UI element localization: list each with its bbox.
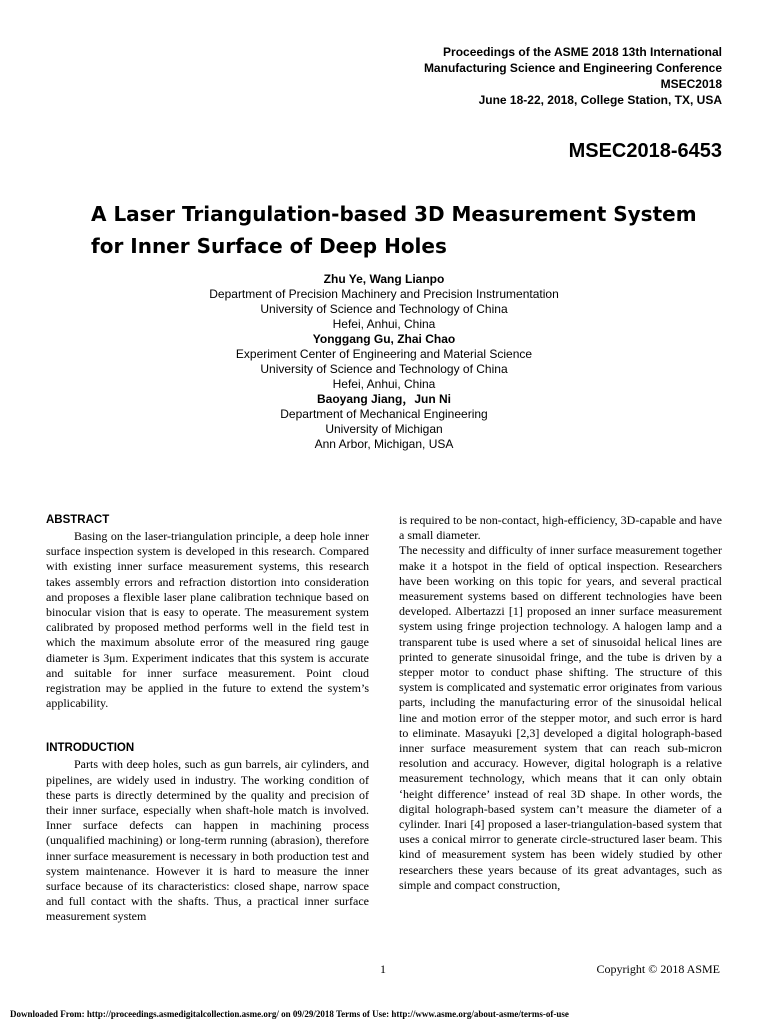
affiliation-line: University of Michigan <box>325 422 443 436</box>
conference-line: Proceedings of the ASME 2018 13th International <box>443 45 722 59</box>
author-group <box>0 332 768 392</box>
affiliation-line: Experiment Center of Engineering and Material Science <box>235 347 533 361</box>
conference-header <box>302 44 722 108</box>
conference-line: MSEC2018 <box>660 77 722 91</box>
author-group <box>0 272 768 332</box>
author-group <box>0 392 768 452</box>
abstract-text: Basing on the laser-triangulation principle, a deep hole inner surface inspection system is developed in this research. Compared with existing inner surface measurement systems, this research takes assembly errors and refraction distortion into consideration and proposes a flexible laser plane calibration technique based on binocular vision that is easy to operate. The measurement system calibrated by proposed method performs well in the field test in which the maximum absolute error of the measured ring gauge diameter is 3μm. Experiment indicates that this system is accurate and suitable for inner surface measurement. Point cloud registration may be applied in the future to extend the system’s applicability. <box>46 529 369 711</box>
paper-title: A Laser Triangulation-based 3D Measurement System for Inner Surface of Deep Holes <box>91 202 697 258</box>
conference-line: Manufacturing Science and Engineering Conference <box>423 61 722 75</box>
affiliation-line: Department of Mechanical Engineering <box>280 407 488 421</box>
conference-line: June 18-22, 2018, College Station, TX, USA <box>478 93 722 107</box>
copyright-notice: Copyright © 2018 ASME <box>596 962 720 976</box>
author-names: Yonggang Gu, Zhai Chao <box>312 332 456 346</box>
page-number: 1 <box>380 962 386 976</box>
right-column <box>399 513 722 893</box>
affiliation-line: Hefei, Anhui, China <box>332 377 436 391</box>
affiliation-line: Hefei, Anhui, China <box>332 317 436 331</box>
author-names: Baoyang Jiang，Jun Ni <box>316 392 452 406</box>
author-block <box>0 272 768 452</box>
affiliation-line: Department of Precision Machinery and Precision Instrumentation <box>209 287 559 301</box>
affiliation-line: University of Science and Technology of China <box>260 362 508 376</box>
introduction-paragraph-continued: is required to be non-contact, high-efficiency, 3D-capable and have a small diameter. <box>399 513 722 543</box>
affiliation-line: University of Science and Technology of China <box>260 302 508 316</box>
download-notice: Downloaded From: http://proceedings.asmedigitalcollection.asme.org/ on 09/29/2018 Terms of Use: http://www.asme.org/about-asme/terms-of-use <box>10 1009 569 1019</box>
left-column <box>46 513 369 925</box>
affiliation-line: Ann Arbor, Michigan, USA <box>314 437 454 451</box>
abstract-heading: ABSTRACT <box>46 514 110 526</box>
introduction-heading: INTRODUCTION <box>46 742 135 755</box>
paper-id: MSEC2018-6453 <box>568 140 722 162</box>
introduction-paragraph: The necessity and difficulty of inner surface measurement together make it a hotspot in the field of optical inspection. Researchers have been working on this topic for years, and several practical measurement systems based on different technologies have been developed. Albertazzi [1] proposed an inner surface measurement system using fringe projection technology. A halogen lamp and a transparent tube is used where a set of sinusoidal helical lines are printed to generate sinusoidal fringe, and the tube is driven by a stepper motor to conduct phase shifting. The structure of this system is complicated and systematic error originates from various parts, including the manufacturing error of the sinusoidal helical line and motion error of the stepper motor, and such error is hard to eliminate. Masayuki [2,3] developed a digital holograph-based inner surface measurement system that can reach sub-micron resolution and accuracy. However, digital holograph is a relative measurement technology, which means that it can only obtain ‘height difference’ instead of real 3D shape. In other words, the digital holograph-based system can’t measure the diameter of a cylinder. Inari [4] proposed a laser-triangulation-based system that uses a conical mirror to generate circle-structured laser beam. This kind of measurement system has been widely studied by other researchers these years because of its great advantages, such as simple and compact construction, <box>399 543 722 892</box>
introduction-paragraph: Parts with deep holes, such as gun barrels, air cylinders, and pipelines, are widely used in industry. The working condition of these parts is directly determined by the quality and precision of their inner surface, especially when shaft-hole match is involved. Inner surface defects can happen in machining process (unqualified machining) or long-term running (abrasion), therefore inner surface measurement is necessary in both production test and system maintenance. However it is hard to measure the inner surface because of its characteristics: closed shape, narrow space and full contact with the shafts. Thus, a practical inner surface measurement system <box>46 757 369 924</box>
author-names: Zhu Ye, Wang Lianpo <box>323 272 445 286</box>
